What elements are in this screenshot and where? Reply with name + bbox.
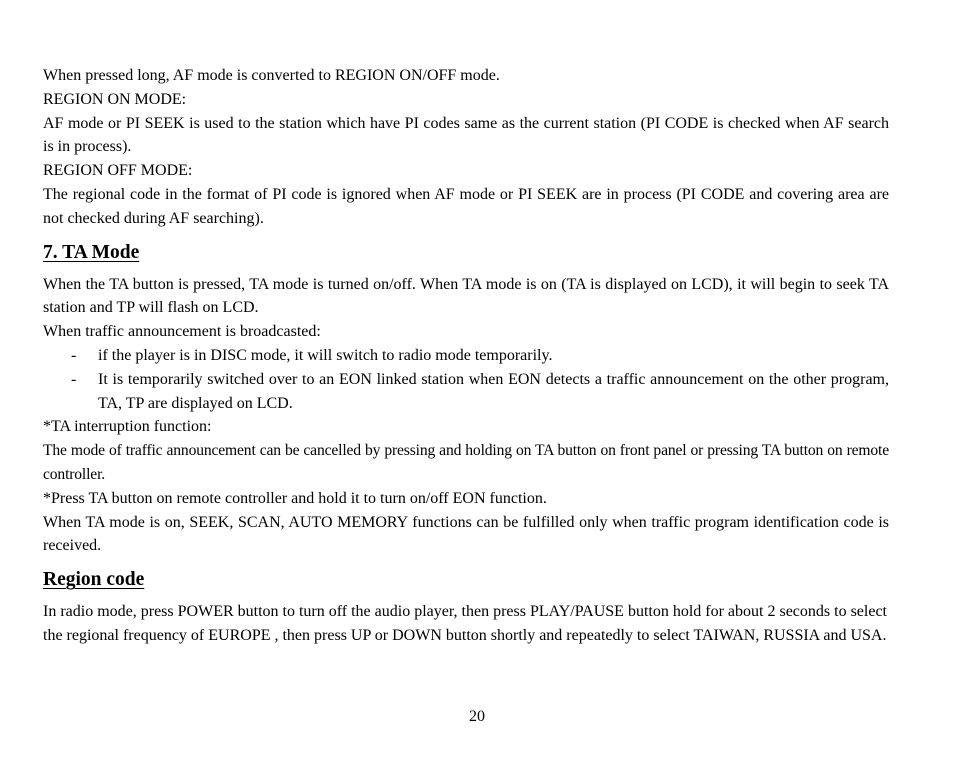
- ta-interruption-text: The mode of traffic announcement can be cancelled by pressing and holding on TA button on front panel or pressing TA button on remote controller.: [43, 442, 889, 483]
- bullet-dash: -: [71, 346, 77, 364]
- bullet-text: if the player is in DISC mode, it will switch to radio mode temporarily.: [98, 346, 553, 364]
- ta-mode-heading: 7. TA Mode: [43, 241, 140, 263]
- ta-mode-section: [43, 240, 889, 559]
- bullet-text: It is temporarily switched over to an EON linked station when EON detects a traffic announcement on the other program, TA, TP are displayed on LCD.: [98, 370, 889, 412]
- region-on-description: AF mode or PI SEEK is used to the station which have PI codes same as the current station (PI CODE is checked when AF search is in process).: [43, 114, 889, 156]
- region-off-description: The regional code in the format of PI code is ignored when AF mode or PI SEEK are in process (PI CODE and covering area are not checked during AF searching).: [43, 185, 889, 227]
- eon-instruction: *Press TA button on remote controller and hold it to turn on/off EON function.: [43, 489, 547, 507]
- region-code-section: [43, 567, 889, 648]
- region-off-label: REGION OFF MODE:: [43, 162, 193, 180]
- traffic-broadcast-line: When traffic announcement is broadcasted:: [43, 323, 321, 341]
- af-mode-section: [43, 64, 889, 231]
- list-item: [43, 368, 889, 416]
- bullet-dash: -: [71, 370, 77, 388]
- page-number: 20: [469, 708, 485, 725]
- af-long-press-line: When pressed long, AF mode is converted to REGION ON/OFF mode.: [43, 67, 500, 84]
- region-on-label: REGION ON MODE:: [43, 90, 187, 108]
- ta-seek-text: When TA mode is on, SEEK, SCAN, AUTO MEMORY functions can be fulfilled only when traffic program identification code is received.: [43, 513, 889, 555]
- ta-bullet-list: [43, 344, 889, 415]
- region-code-text: In radio mode, press POWER button to turn off the audio player, then press PLAY/PAUSE button hold for about 2 seconds to select the regional frequency of EUROPE , then press UP or DOWN button shortly and repeatedly to select TAIWAN, RUSSIA and USA.: [43, 603, 887, 644]
- document-page: [43, 64, 889, 648]
- region-code-heading: Region code: [43, 569, 145, 591]
- ta-interruption-title: *TA interruption function:: [43, 418, 212, 436]
- list-item: [43, 344, 889, 368]
- ta-mode-intro: When the TA button is pressed, TA mode is turned on/off. When TA mode is on (TA is displayed on LCD), it will begin to seek TA station and TP will flash on LCD.: [43, 275, 889, 317]
